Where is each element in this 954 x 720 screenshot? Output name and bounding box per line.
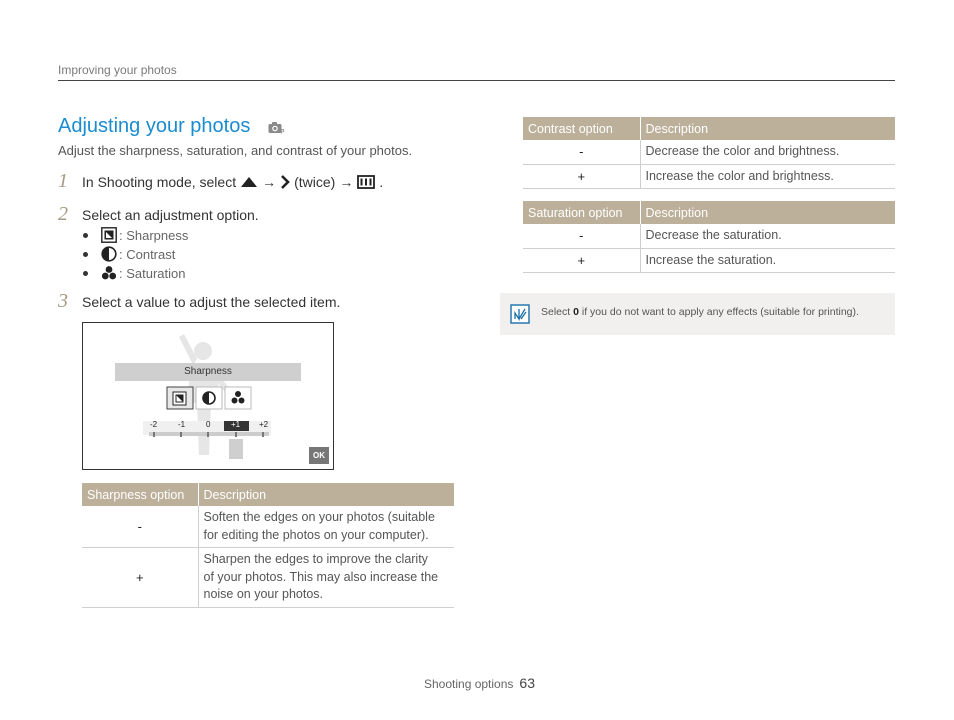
contrast-table (523, 117, 895, 189)
option-description (198, 506, 454, 548)
bullet-dot (83, 271, 88, 276)
option-sharpness (83, 227, 188, 243)
option-description: Decrease the color and brightness. (640, 140, 895, 164)
note-pre: Select (541, 306, 571, 318)
note-pencil-icon (510, 304, 530, 324)
table-row (82, 506, 454, 548)
note-box (500, 293, 895, 335)
chevron-right-icon (280, 175, 290, 189)
description-line: Sharpen the edges to improve the clarity (203, 552, 428, 566)
table-header-row (523, 201, 895, 224)
scale-value: -1 (178, 420, 186, 429)
scale-value: -2 (150, 420, 158, 429)
adjustment-label: Sharpness (184, 366, 232, 377)
step-2-text: Select an adjustment option. (82, 207, 259, 223)
option-description: Decrease the saturation. (640, 224, 895, 248)
option-saturation (83, 265, 186, 281)
page-number: 63 (519, 675, 535, 691)
table-header-row (523, 117, 895, 140)
step-3-number: 3 (58, 290, 68, 312)
table-row (523, 164, 895, 189)
option-symbol: + (523, 164, 640, 189)
option-symbol: + (523, 248, 640, 273)
option-symbol: - (523, 224, 640, 248)
description-line: for editing the photos on your computer). (203, 527, 429, 542)
table-row (523, 224, 895, 248)
column-header: Sharpness option (82, 483, 198, 506)
column-header: Contrast option (523, 117, 640, 140)
scale-value: +2 (259, 420, 269, 429)
running-head: Improving your photos (58, 63, 177, 77)
footer-section: Shooting options (424, 677, 514, 691)
saturation-icon (101, 265, 117, 281)
table-row (82, 548, 454, 608)
column-header: Saturation option (523, 201, 640, 224)
table-header-row (82, 483, 454, 506)
option-description: Increase the saturation. (640, 248, 895, 273)
step-1-arrow-1: → (262, 174, 277, 190)
scale-value: 0 (206, 420, 211, 429)
adjustment-label-bar (115, 363, 301, 381)
header-rule (58, 80, 895, 81)
step-3-text: Select a value to adjust the selected item. (82, 294, 341, 310)
option-contrast (83, 246, 175, 262)
bullet-dot (83, 252, 88, 257)
photo-settings-icon (357, 175, 375, 189)
note-post: if you do not want to apply any effects (suitable for printing). (581, 306, 859, 318)
up-triangle-icon (240, 176, 258, 188)
option-label: : Saturation (119, 265, 186, 281)
step-1-number: 1 (58, 170, 68, 192)
option-description (198, 548, 454, 608)
step-1-arrow-2: → (339, 174, 354, 190)
page-footer (424, 675, 535, 691)
description-line: noise on your photos. (203, 587, 324, 601)
option-symbol: - (523, 140, 640, 164)
option-symbol: + (82, 548, 198, 608)
page-title: Adjusting your photos (58, 115, 251, 137)
option-description: Increase the color and brightness. (640, 164, 895, 189)
saturation-table (523, 201, 895, 273)
option-label: : Sharpness (119, 227, 189, 243)
description-line: of your photos. This may also increase the (203, 569, 439, 584)
step-1-text (82, 174, 383, 190)
preview-illustration (83, 323, 334, 470)
scale-value-selected: +1 (231, 420, 241, 429)
step-2-number: 2 (58, 203, 68, 225)
step-1-paren: (twice) (294, 174, 336, 190)
svg-text:P: P (280, 129, 285, 134)
step-1-text-before: In Shooting mode, select (82, 174, 237, 190)
option-label: : Contrast (119, 246, 176, 262)
column-header: Description (640, 201, 895, 224)
camera-mode-icon (268, 121, 286, 134)
camera-screen-preview (82, 322, 334, 470)
contrast-icon (101, 246, 117, 262)
intro-text: Adjust the sharpness, saturation, and contrast of your photos. (58, 143, 413, 158)
table-row (523, 140, 895, 164)
column-header: Description (198, 483, 454, 506)
value-scale (145, 420, 275, 432)
column-header: Description (640, 117, 895, 140)
sharpness-table (82, 483, 454, 608)
option-symbol: - (82, 506, 198, 548)
note-bold-value: 0 (573, 306, 579, 318)
note-text (541, 306, 859, 318)
table-row (523, 248, 895, 273)
ok-button: OK (313, 451, 325, 460)
bullet-dot (83, 233, 88, 238)
step-1-end: . (379, 174, 384, 190)
description-line: Soften the edges on your photos (suitable (203, 510, 435, 524)
sharpness-icon (101, 227, 117, 243)
